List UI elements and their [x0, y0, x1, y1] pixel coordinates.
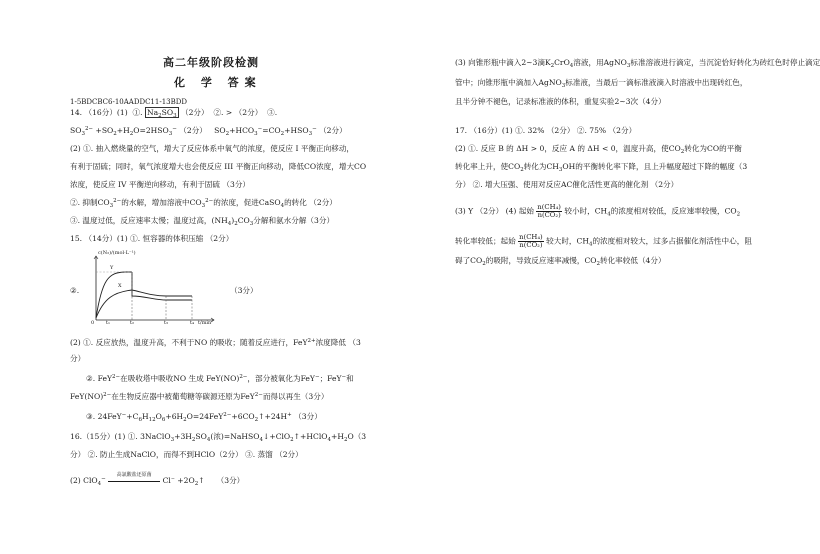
multiple-choice-key: 1-5BDCBC6-10AADDC11-13BDD [70, 98, 187, 106]
graph-curve-y-label: Y [110, 265, 114, 271]
answer-box: $Na_2SO_3$ [146, 108, 177, 119]
graph-tick: t₃ [164, 320, 169, 326]
reaction-arrow: 高氯酸盐还原菌 [108, 476, 160, 486]
q14-line-7: ③. 温度过低，反应速率太慢；温度过高，$(NH_4)_2CO_3$分解和氨水分解（3分） [70, 216, 335, 227]
graph-tick: t₁ [106, 320, 111, 326]
q15-line-1: 15. （14分）(1) ①. 恒容器的体积压缩 （2分） [70, 234, 234, 243]
q17-line-5: (3) Y （2分） (4) 起始 $\frac{\text{n(CH₄)}}{\text{n(CO₂)}}$ 较小时，$CH_4$的浓度相对较低，反应速率较慢，$CO_2$ [455, 203, 741, 219]
q16-line-3: (2) ClO$_4$− 高氯酸盐还原菌 $Cl^- +2O_2↑$ （3分） [70, 472, 245, 487]
q14-line-6: ②. 抑制$CO_3^{2-}$的水解，增加溶液中$CO_3^{2-}$的浓度，促进CaSO$_4$的转化 （2分） [70, 198, 337, 209]
ratio-fraction: $\frac{\text{n(CH₄)}}{\text{n(CO₂)}}$ [537, 203, 561, 219]
q17-line-4: 分） ②. 增大压强、使用对反应AC催化活性更高的催化剂 （2分） [455, 180, 679, 189]
q15-line-6: FeY(NO)$^{2-}$在生物反应器中被葡萄糖等碳源还原为FeY$^{2-}$而得以再生（3分） [70, 392, 329, 401]
q14-line-4: 有利于固硫；同时，氧气浓度增大也会使反应 III 平衡正向移动，降低CO浓度，增大CO [70, 162, 367, 171]
q15-line-3: (2) ①. 反应放热，温度升高，不利于NO 的吸收；随着反应进行，FeY$^{2+}$浓度降低 （3 [70, 338, 361, 347]
q16-part3-line-3: 且半分钟不褪色，记录标准液的体积，重复实验2~3次（4分） [455, 97, 666, 106]
graph-tick: 0 [91, 320, 95, 326]
q15-part2-score: （3分） [230, 286, 258, 295]
q16-part3-line-2: 管中；向锥形瓶中滴加入AgNO$_3$标准液，当最后一滴标准液滴入时溶液中出现砖红色， [455, 78, 748, 89]
ratio-fraction: $\frac{\text{n(CH₄)}}{\text{n(CO₂)}}$ [519, 233, 543, 249]
q17-line-3: 转化率上升，使$CO_2$转化为$CH_3OH$的平衡转化率下降，且上升幅度超过下降的幅度（3 [455, 162, 748, 173]
q16-part3-line-1: (3) 向锥形瓶中滴入2~3滴$K_2CrO_4$溶液，用AgNO$_3$标准溶液进行滴定，当沉淀恰好转化为砖红色时停止滴定 [455, 58, 820, 69]
q15-part2-label: ②. [70, 286, 80, 295]
q15-line-5: ②. FeY$^{2-}$在吸收塔中吸收NO 生成 FeY(NO)$^{2-}$，部分被氧化为FeY−；FeY−和 [86, 374, 354, 383]
graph-y-axis-label: c(N₂)/(mol·L⁻¹) [98, 250, 136, 256]
q14-line-2: $SO_3^{2-} +SO_2+H_2O=2HSO_3^-$ （2分） $SO_2+HCO_3^-=CO_2+HSO_3^-$ （2分） [70, 126, 347, 137]
page-subtitle: 化 学 答案 [174, 76, 262, 89]
concentration-time-graph [86, 252, 220, 328]
graph-tick: t₄ [190, 320, 195, 326]
graph-x-axis-label: t/min [198, 320, 212, 326]
q15-line-7: ③. $24FeY^-+C_6H_{12}O_6+6H_2O=24FeY^{2-}+6CO_2↑+24H^+$ （3分） [86, 412, 322, 423]
q16-line-1: 16.（15分）(1) ①. $3NaClO_3+3H_2SO_4$(浓)$=NaHSO_4↓+ClO_2↑+HClO_4+H_2O(3$ [70, 432, 367, 443]
q17-line-6: 转化率较低；起始 $\frac{\text{n(CH₄)}}{\text{n(CO₂)}}$ 较大时，$CH_4$的浓度相对较大，过多占据催化剂活性中心，阻 [455, 233, 752, 249]
q14-line-3: (2) ①. 抽入燃烧量的空气，增大了反应体系中氧气的浓度，使反应 I 平衡正向移动， [70, 144, 355, 153]
q17-line-7: 碍了$CO_2$的吸附，导致反应速率减慢，$CO_2$转化率较低（4分） [455, 256, 666, 267]
q17-line-2: (2) ①. 反应 B 的 ΔH > 0，反应 A 的 ΔH < 0，温度升高，使$CO_2$转化为CO的平衡 [455, 144, 742, 155]
q14-line-5: 浓度，使反应 IV 平衡逆向移动，有利于固硫 （3分） [70, 180, 251, 189]
q14-line-1: 14. （16分）(1) ①. $Na_2SO_3$ （2分） ②. > （2分） ③. [70, 108, 278, 119]
q16-line-2: 分） ②. 防止生成NaClO，而得不到HClO（2分） ③. 蒸馏 （2分） [70, 450, 303, 459]
q17-line-1: 17. （16分）(1) ①. 32% （2分） ②. 75% （2分） [455, 126, 637, 135]
graph-curve-x-label: X [118, 283, 122, 289]
page-title: 高二年级阶段检测 [163, 56, 259, 69]
q15-line-4: 分） [70, 354, 86, 363]
graph-tick: t₂ [130, 320, 135, 326]
